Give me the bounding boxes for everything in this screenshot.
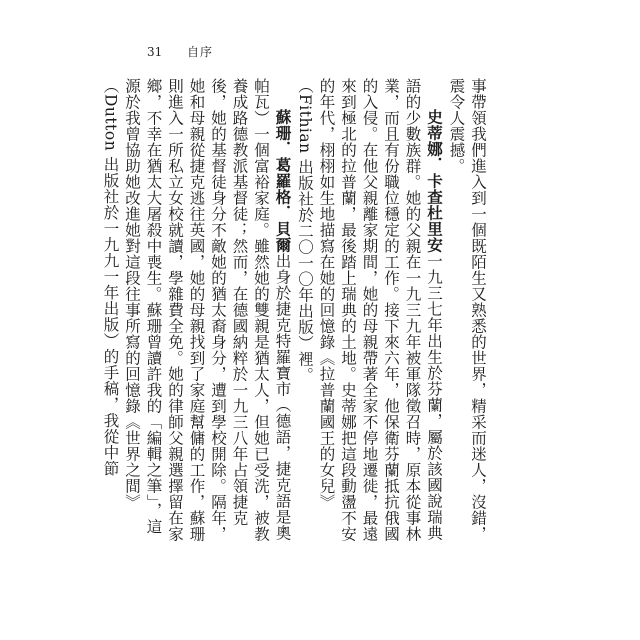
body-text	[101, 78, 488, 548]
paragraph-text: 出身於捷克特羅寶市（德語，捷克語是奧帕瓦）一個富裕家庭。雖然她的雙親是猶太人，但她已受洗，被教養成路德教派基督徒；然而，在德國納粹於一九三八年占領捷克後，她的基督徒身分不敵她的猶太裔身分，遭到學校開除。隔年，她和母親從捷克逃往英國，她的母親找到了家庭幫傭的工作，蘇珊則進入一所私立女校就讀，學雜費全免。她的律師父親選擇留在家鄉，不幸在猶太大屠殺中喪生。蘇珊曾讀許我的「編輯之筆」，這源於我曾協助她改進她對這段往事所寫的回憶錄《世界之間》（Dutton 出版社於一九九一年出版）的手稿，我從中節	[101, 78, 292, 542]
paragraph-text: 一九三七年出生於芬蘭，屬於該國說瑞典語的少數族群。她的父親在一九三九年被軍隊徵召時，原本從事林業，而且有份職位穩定的工作。接下來六年，他保衛芬蘭抵抗俄國的入侵。在他父親離家期間，她的母親帶著全家不停地遷徙，最遠來到極北的拉普蘭，最後踏上瑞典的土地。史蒂娜把這段動盪不安的年代，栩栩如生地描寫在她的回憶錄《拉普蘭國王的女兒》（Fithian 出版社於二〇一〇年出版）裡。	[296, 78, 443, 542]
page-number: 31	[147, 45, 163, 59]
running-head	[147, 44, 213, 60]
paragraph-stina	[294, 78, 446, 548]
paragraph-susan	[99, 78, 294, 548]
paragraph-text: 事帶領我們進入到一個既陌生又熟悉的世界，精采而迷人，沒錯，震令人震撼。	[447, 78, 487, 542]
section-title: 自序	[187, 45, 214, 59]
paragraph-intro	[445, 78, 488, 548]
person-name: 史蒂娜．卡查杜里安	[425, 109, 444, 253]
person-name: 蘇珊．葛羅格．貝爾	[273, 109, 293, 253]
